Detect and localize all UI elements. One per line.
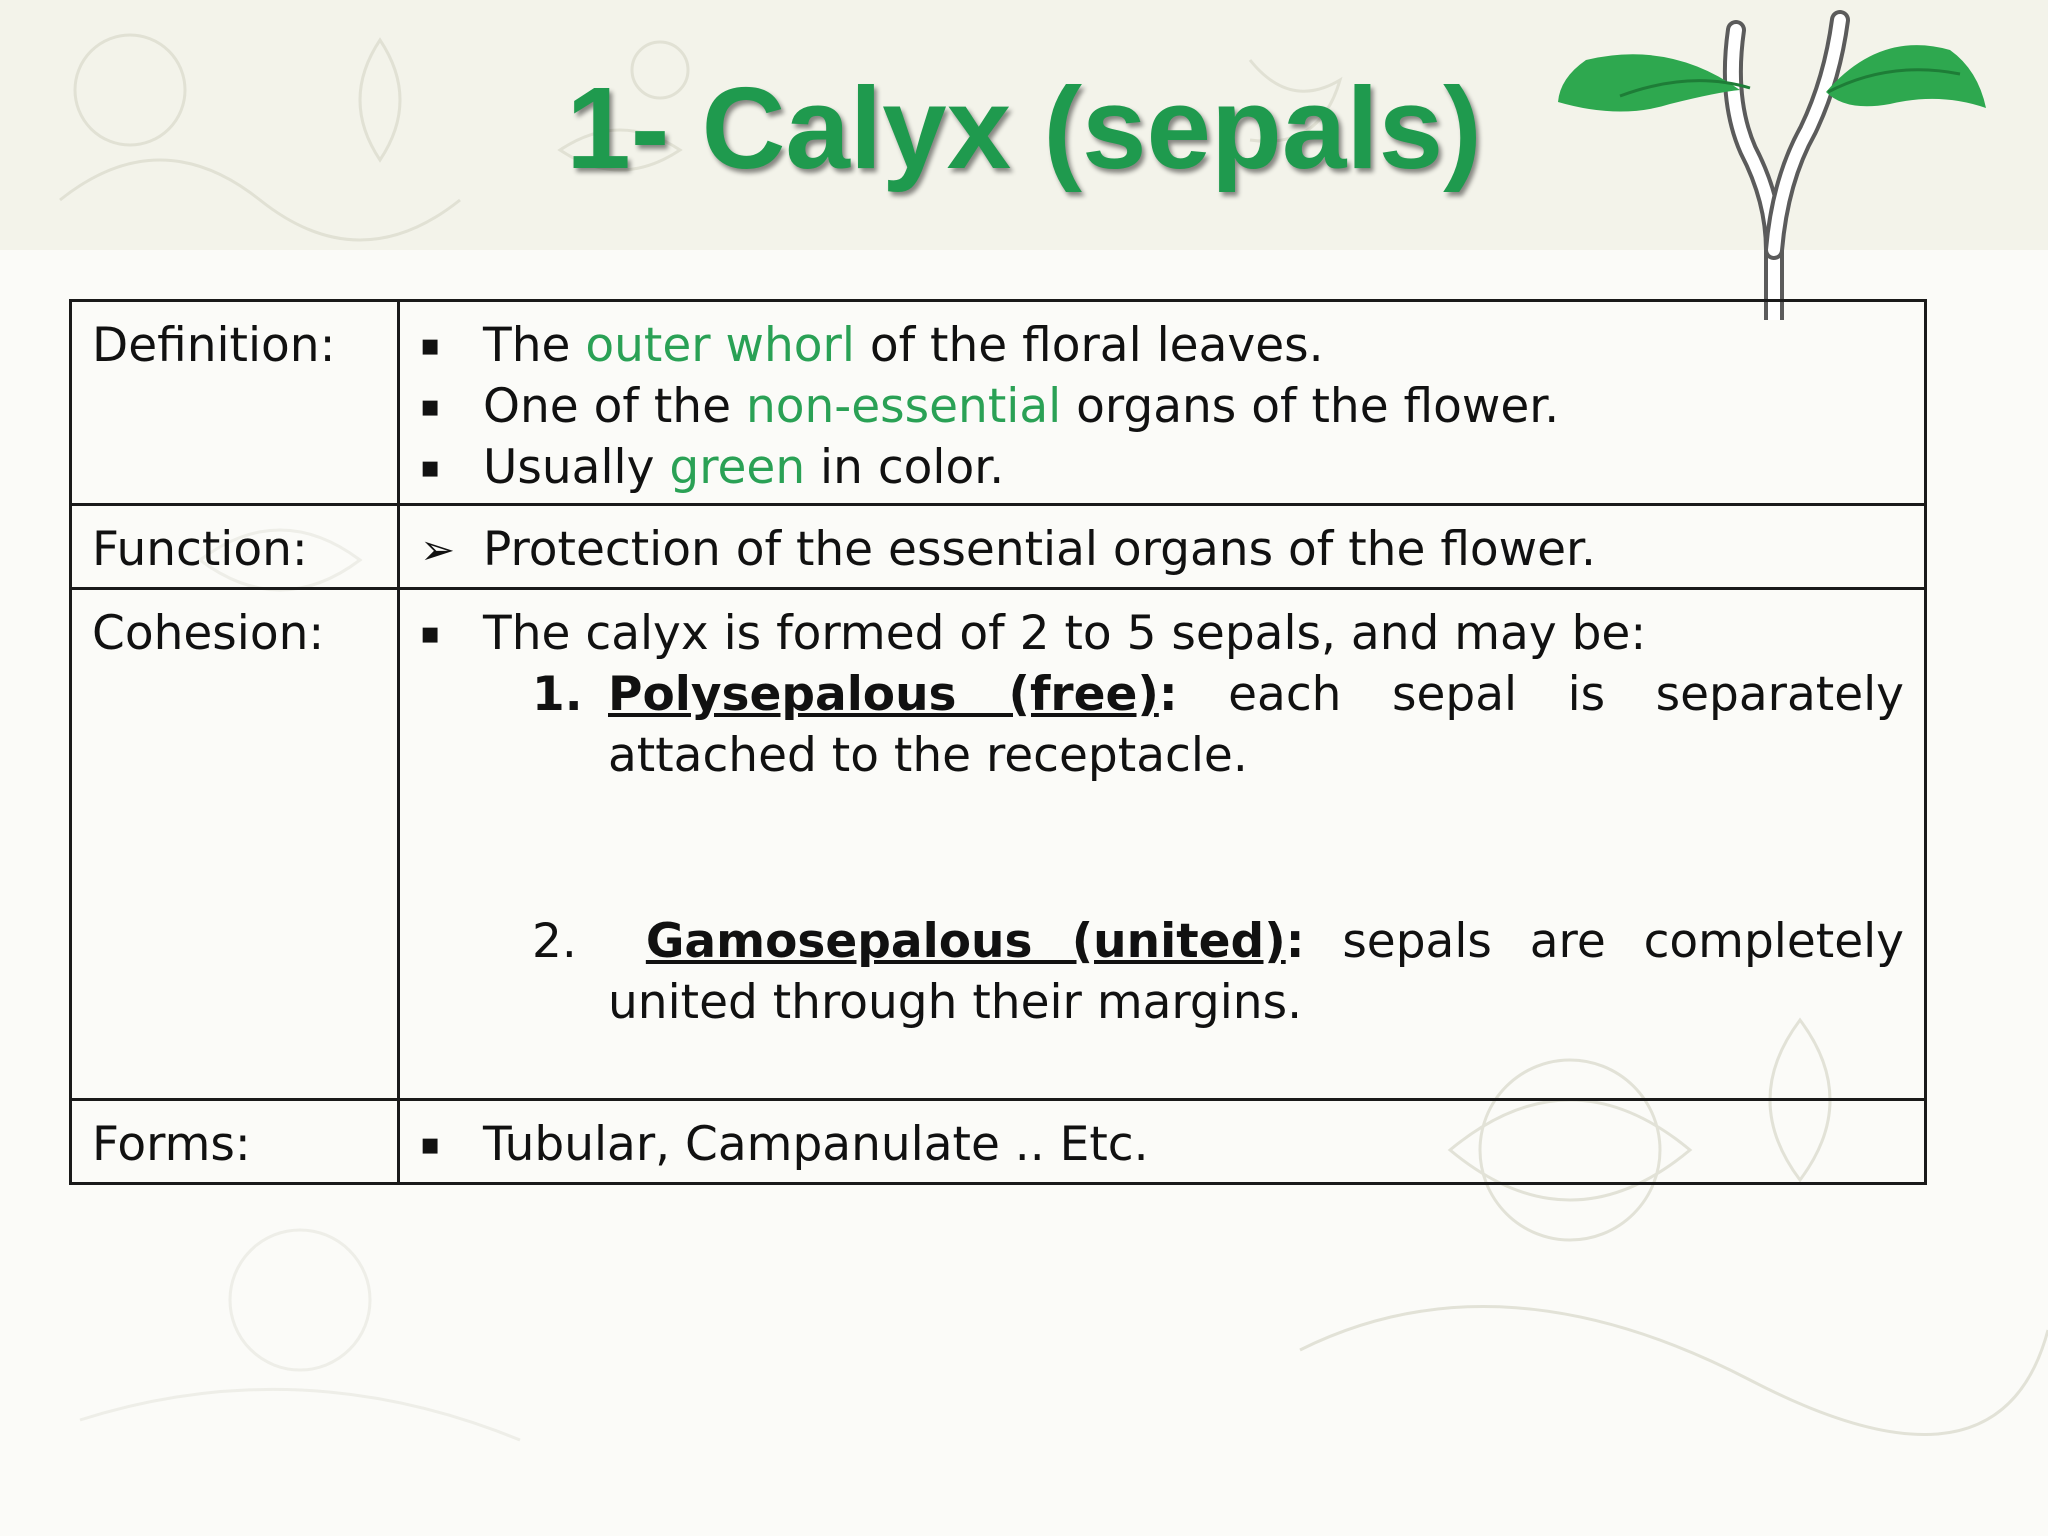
slide-title: 1- Calyx (sepals) xyxy=(566,63,1482,193)
function-row xyxy=(71,505,1926,589)
list-item xyxy=(420,437,1904,498)
highlight-text: green xyxy=(669,440,806,495)
definition-label: Definition: xyxy=(71,301,399,505)
numbered-item xyxy=(532,911,1904,1033)
function-label: Function: xyxy=(71,505,399,589)
bullet-icon: ▪ xyxy=(420,616,441,651)
forms-label: Forms: xyxy=(71,1100,399,1184)
list-item xyxy=(420,315,1904,376)
list-item-text: One of the non-essential organs of the flower. xyxy=(483,379,1560,434)
item-text: Gamosepalous (united): sepals are completely united through their margins. xyxy=(608,914,1904,1030)
list-item-text: Protection of the essential organs of the flower. xyxy=(483,522,1596,577)
calyx-table xyxy=(69,299,1927,1185)
term: Gamosepalous (united) xyxy=(645,914,1286,969)
function-content xyxy=(399,505,1926,589)
list-item-text: The outer whorl of the floral leaves. xyxy=(483,318,1324,373)
list-item xyxy=(420,603,1904,664)
bullet-icon: ▪ xyxy=(420,1127,441,1162)
list-item xyxy=(420,376,1904,437)
list-item xyxy=(420,1114,1904,1175)
list-item-text: Usually green in color. xyxy=(483,440,1005,495)
term: Polysepalous (free) xyxy=(608,667,1159,722)
cohesion-content xyxy=(399,589,1926,1100)
definition-content xyxy=(399,301,1926,505)
list-item xyxy=(420,519,1904,580)
item-number: 2. xyxy=(532,914,577,969)
list-item-text: Tubular, Campanulate .. Etc. xyxy=(483,1117,1149,1172)
arrow-bullet-icon: ➢ xyxy=(420,525,456,574)
highlight-text: outer whorl xyxy=(585,318,855,373)
forms-content xyxy=(399,1100,1926,1184)
definition-row xyxy=(71,301,1926,505)
cohesion-label: Cohesion: xyxy=(71,589,399,1100)
highlight-text: non-essential xyxy=(745,379,1062,434)
cohesion-row xyxy=(71,589,1926,1100)
bullet-icon: ▪ xyxy=(420,389,441,424)
item-text: Polysepalous (free): each sepal is separately attached to the receptacle. xyxy=(608,667,1904,783)
item-number: 1. xyxy=(532,667,583,722)
forms-row xyxy=(71,1100,1926,1184)
bullet-icon: ▪ xyxy=(420,328,441,363)
bullet-icon: ▪ xyxy=(420,450,441,485)
list-item-text: The calyx is formed of 2 to 5 sepals, and may be: xyxy=(483,606,1647,661)
numbered-item xyxy=(532,664,1904,786)
